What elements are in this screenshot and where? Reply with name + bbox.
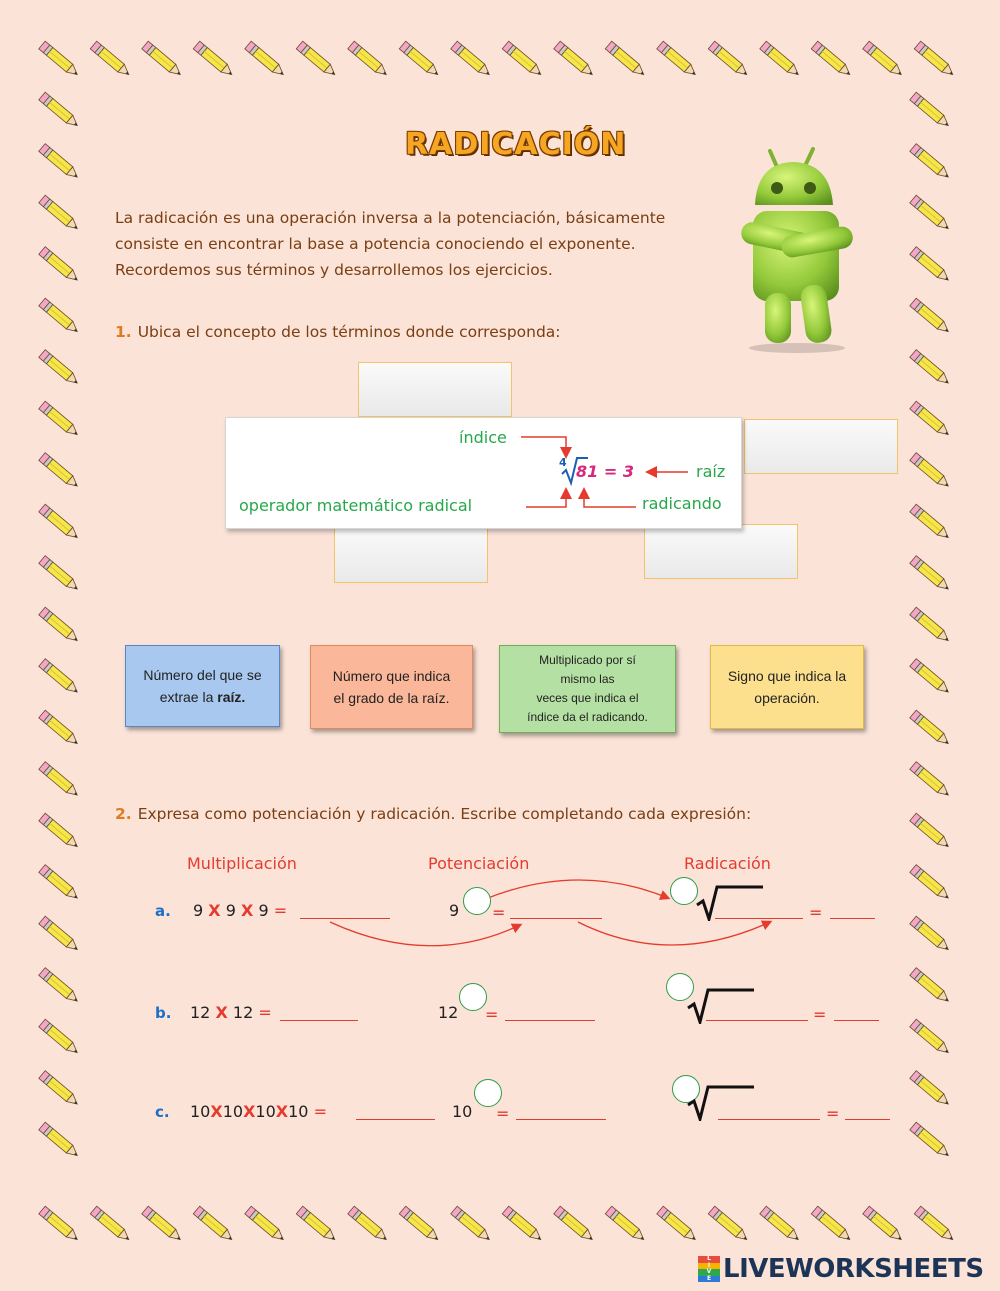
row-c-base: 10 bbox=[452, 1102, 473, 1121]
row-a-letter: a. bbox=[155, 902, 171, 920]
card-2-line-2: el grado de la raíz. bbox=[333, 690, 450, 706]
row-c-root-answer[interactable] bbox=[845, 1119, 890, 1120]
live-badge-icon: L I V E bbox=[698, 1256, 720, 1282]
card-1-line-1: Número del que se bbox=[143, 667, 262, 683]
row-c-multiplication bbox=[190, 1102, 327, 1121]
header-radicacion: Radicación bbox=[684, 854, 771, 873]
label-raiz: raíz bbox=[696, 462, 726, 481]
factor: 10 bbox=[255, 1102, 276, 1121]
card-1-bold: raíz. bbox=[217, 689, 246, 705]
liveworksheets-logo bbox=[698, 1254, 984, 1284]
times-sign: X bbox=[241, 901, 254, 920]
row-b-radicand-answer[interactable] bbox=[706, 1020, 808, 1021]
radical-sign-icon bbox=[686, 1085, 756, 1121]
equals-sign: = bbox=[313, 1102, 327, 1121]
question-1-text: Ubica el concepto de los términos donde corresponda: bbox=[137, 323, 561, 341]
row-a-multiplication bbox=[193, 901, 287, 920]
equals-sign: = bbox=[496, 1104, 510, 1123]
row-a-mult-answer[interactable] bbox=[300, 918, 390, 919]
row-a-index-input[interactable] bbox=[670, 877, 698, 905]
radical-sign-icon bbox=[695, 885, 765, 921]
row-b-pot-answer[interactable] bbox=[505, 1020, 595, 1021]
equals-sign: = bbox=[813, 1005, 827, 1024]
row-b-mult-answer[interactable] bbox=[280, 1020, 358, 1021]
row-b-letter: b. bbox=[155, 1004, 172, 1022]
card-3-line-4: índice da el radicando. bbox=[527, 710, 648, 724]
question-1-number: 1. bbox=[115, 323, 132, 341]
radical-expression: 81 = 3 bbox=[576, 462, 634, 481]
row-a-base: 9 bbox=[449, 901, 460, 920]
times-sign: X bbox=[215, 1003, 228, 1022]
equals-sign: = bbox=[492, 903, 506, 922]
row-c-exponent-input[interactable] bbox=[474, 1079, 502, 1107]
label-radicando: radicando bbox=[642, 494, 722, 513]
equals-sign: = bbox=[258, 1003, 272, 1022]
row-b-root-answer[interactable] bbox=[834, 1020, 879, 1021]
times-sign: X bbox=[210, 1102, 223, 1121]
card-2-line-1: Número que indica bbox=[332, 668, 451, 684]
card-4-line-2: operación. bbox=[754, 690, 820, 706]
card-3-line-3: veces que indica el bbox=[536, 691, 639, 705]
row-b-exponent-input[interactable] bbox=[459, 983, 487, 1011]
label-operador: operador matemático radical bbox=[239, 496, 473, 515]
card-1-line-2: extrae la bbox=[159, 689, 218, 705]
equals-sign: = bbox=[826, 1104, 840, 1123]
intro-line-2: consiste en encontrar la base a potencia conociendo el exponente. bbox=[115, 235, 636, 253]
row-c-radicand-answer[interactable] bbox=[718, 1119, 820, 1120]
card-3-line-1: Multiplicado por sí bbox=[539, 653, 636, 667]
header-multiplicacion: Multiplicación bbox=[187, 854, 297, 873]
equals-sign: = bbox=[485, 1005, 499, 1024]
question-2-text: Expresa como potenciación y radicación. Escribe completando cada expresión: bbox=[137, 805, 752, 823]
row-a-root-answer[interactable] bbox=[830, 918, 875, 919]
factor: 12 bbox=[190, 1003, 211, 1022]
factor: 9 bbox=[225, 901, 236, 920]
card-3-line-2: mismo las bbox=[560, 672, 615, 686]
intro-line-3: Recordemos sus términos y desarrollemos los ejercicios. bbox=[115, 261, 553, 279]
header-potenciacion: Potenciación bbox=[428, 854, 530, 873]
card-4-line-1: Signo que indica la bbox=[727, 668, 847, 684]
row-a-pot-answer[interactable] bbox=[510, 918, 602, 919]
factor: 10 bbox=[222, 1102, 244, 1121]
page-title: RADICACIÓN bbox=[405, 127, 627, 162]
liveworksheets-text: LIVEWORKSHEETS bbox=[723, 1254, 984, 1284]
row-c-pot-answer[interactable] bbox=[516, 1119, 606, 1120]
row-a-exponent-input[interactable] bbox=[463, 887, 491, 915]
row-b-base: 12 bbox=[438, 1003, 459, 1022]
factor: 10 bbox=[288, 1102, 309, 1121]
times-sign: X bbox=[243, 1102, 256, 1121]
question-2-number: 2. bbox=[115, 805, 132, 823]
row-c-letter: c. bbox=[155, 1103, 170, 1121]
equals-sign: = bbox=[273, 901, 288, 920]
intro-line-1: La radicación es una operación inversa a la potenciación, básicamente bbox=[115, 209, 666, 227]
row-a-radicand-answer[interactable] bbox=[715, 918, 803, 919]
label-indice: índice bbox=[459, 428, 507, 447]
times-sign: X bbox=[208, 901, 221, 920]
factor: 9 bbox=[258, 901, 269, 920]
row-b-multiplication bbox=[190, 1003, 272, 1022]
factor: 10 bbox=[190, 1102, 211, 1121]
factor: 9 bbox=[193, 901, 204, 920]
row-c-mult-answer[interactable] bbox=[356, 1119, 435, 1120]
equals-sign: = bbox=[809, 903, 823, 922]
radical-sign-icon bbox=[686, 988, 756, 1024]
index-number: 4 bbox=[559, 456, 567, 469]
factor: 12 bbox=[232, 1003, 254, 1022]
times-sign: X bbox=[275, 1102, 289, 1121]
